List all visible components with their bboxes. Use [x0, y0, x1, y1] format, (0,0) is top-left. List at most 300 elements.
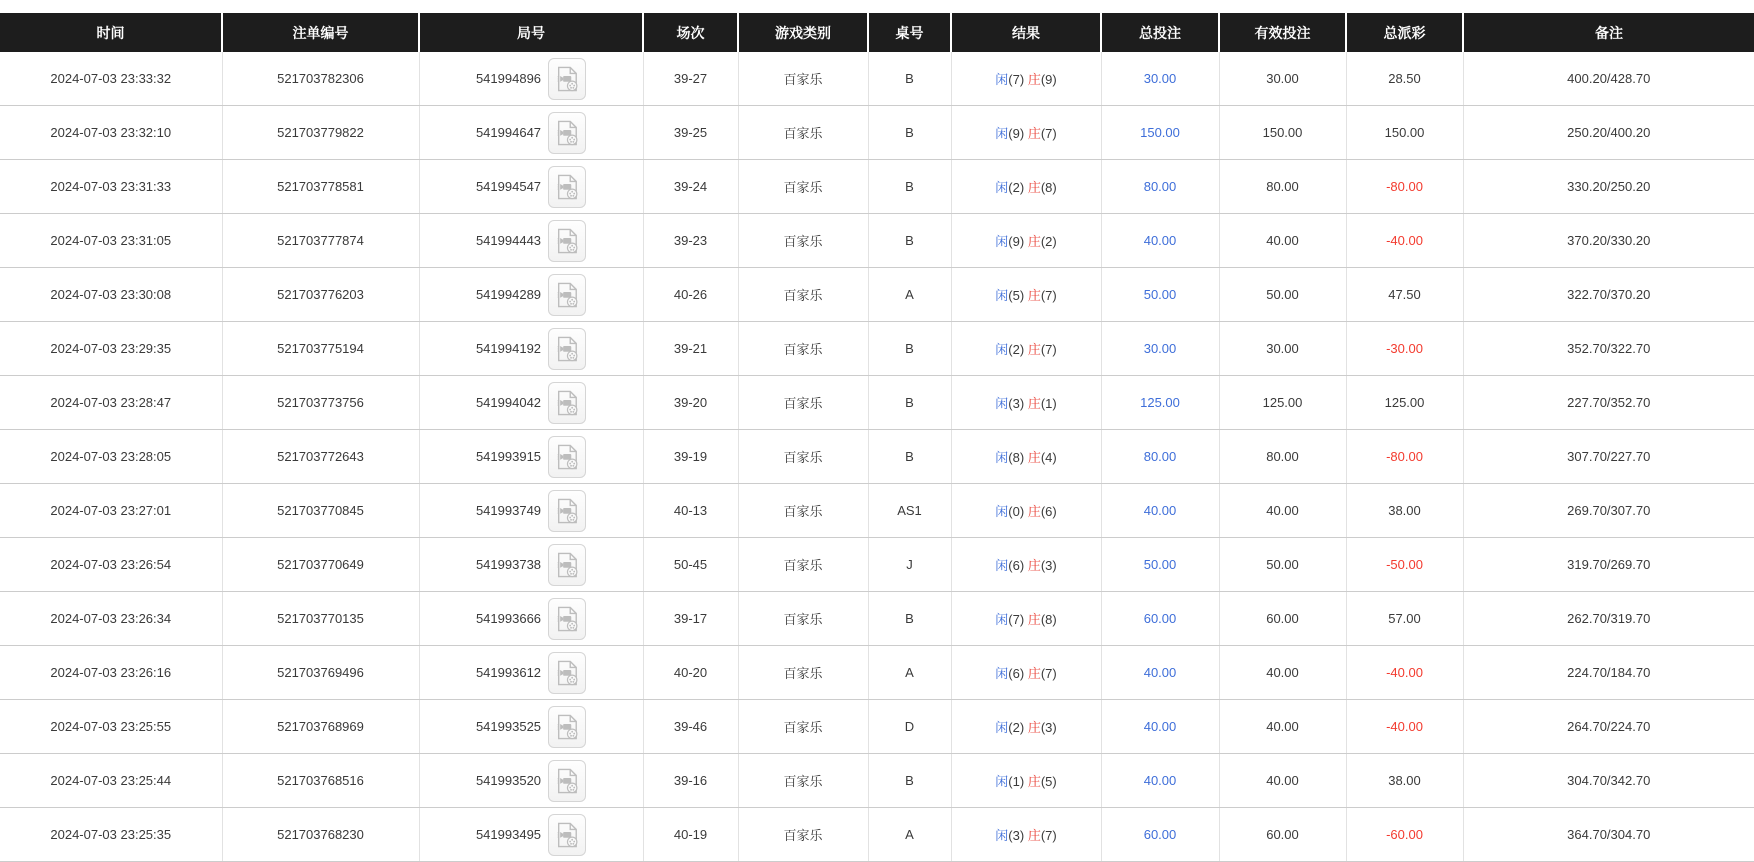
- total-bet-link[interactable]: 30.00: [1143, 71, 1177, 86]
- total-bet-link[interactable]: 40.00: [1143, 665, 1177, 680]
- table-no-value: B: [905, 611, 914, 626]
- cell-payout: [1346, 52, 1463, 106]
- cell-table-no: [868, 376, 951, 430]
- records-body: [0, 52, 1754, 862]
- cell-valid-bet: [1219, 268, 1346, 322]
- banker-result-points: (8): [1040, 612, 1057, 627]
- header-row: [0, 13, 1754, 52]
- cell-result: [951, 484, 1101, 538]
- banker-result-label: 庄: [1027, 234, 1041, 249]
- cell-payout: [1346, 106, 1463, 160]
- video-replay-icon: [555, 768, 579, 794]
- game-type-value: 百家乐: [783, 234, 823, 249]
- player-result-label: 闲: [995, 666, 1009, 681]
- cell-payout: [1346, 538, 1463, 592]
- game-type-value: 百家乐: [783, 126, 823, 141]
- remark-value: 224.70/184.70: [1567, 665, 1651, 680]
- cell-remark: [1463, 484, 1754, 538]
- table-no-value: A: [905, 827, 914, 842]
- game-no-value: 541993612: [475, 665, 542, 680]
- cell-payout: [1346, 322, 1463, 376]
- video-replay-button[interactable]: [548, 436, 586, 478]
- cell-table-no: [868, 700, 951, 754]
- cell-bet-id: [222, 538, 419, 592]
- cell-remark: [1463, 160, 1754, 214]
- cell-result: [951, 376, 1101, 430]
- banker-result-points: (7): [1040, 828, 1057, 843]
- cell-payout: [1346, 376, 1463, 430]
- bet-id-value: 521703778581: [277, 179, 364, 194]
- banker-result-points: (1): [1040, 396, 1057, 411]
- video-replay-icon: [555, 444, 579, 470]
- table-row: [0, 592, 1754, 646]
- cell-game-type: [738, 160, 868, 214]
- cell-bet-id: [222, 106, 419, 160]
- cell-game-type: [738, 592, 868, 646]
- table-no-value: A: [905, 287, 914, 302]
- cell-game-no: [419, 268, 643, 322]
- video-replay-icon: [555, 552, 579, 578]
- game-type-value: 百家乐: [783, 72, 823, 87]
- cell-bet-id: [222, 430, 419, 484]
- game-no-value: 541994192: [475, 341, 542, 356]
- valid-bet-value: 40.00: [1266, 665, 1299, 680]
- cell-session: [643, 268, 738, 322]
- remark-value: 370.20/330.20: [1567, 233, 1651, 248]
- video-replay-button[interactable]: [548, 544, 586, 586]
- table-no-value: B: [905, 179, 914, 194]
- game-type-value: 百家乐: [783, 774, 823, 789]
- video-replay-icon: [555, 498, 579, 524]
- cell-payout: [1346, 700, 1463, 754]
- time-value: 2024-07-03 23:26:34: [50, 611, 172, 626]
- payout-value: 125.00: [1384, 395, 1425, 410]
- cell-game-type: [738, 754, 868, 808]
- total-bet-link[interactable]: 30.00: [1143, 341, 1177, 356]
- game-no-value: 541993915: [475, 449, 542, 464]
- player-result-points: (2): [1008, 720, 1025, 735]
- banker-result-points: (4): [1040, 450, 1057, 465]
- cell-game-type: [738, 214, 868, 268]
- payout-value: -40.00: [1386, 665, 1423, 680]
- cell-remark: [1463, 592, 1754, 646]
- cell-game-type: [738, 322, 868, 376]
- payout-value: -80.00: [1386, 449, 1423, 464]
- remark-value: 262.70/319.70: [1567, 611, 1651, 626]
- cell-time: [0, 700, 222, 754]
- player-result-points: (9): [1008, 126, 1025, 141]
- table-row: [0, 430, 1754, 484]
- player-result-points: (7): [1008, 72, 1025, 87]
- cell-game-type: [738, 376, 868, 430]
- cell-payout: [1346, 430, 1463, 484]
- cell-result: [951, 160, 1101, 214]
- table-no-value: J: [906, 557, 913, 572]
- game-type-value: 百家乐: [783, 666, 823, 681]
- session-value: 39-24: [673, 179, 708, 194]
- payout-value: -40.00: [1386, 719, 1423, 734]
- video-replay-button[interactable]: [548, 220, 586, 262]
- cell-valid-bet: [1219, 376, 1346, 430]
- valid-bet-value: 50.00: [1266, 557, 1299, 572]
- session-value: 40-20: [673, 665, 708, 680]
- remark-value: 364.70/304.70: [1567, 827, 1651, 842]
- table-no-value: B: [905, 233, 914, 248]
- total-bet-link[interactable]: 40.00: [1143, 233, 1177, 248]
- banker-result-label: 庄: [1027, 558, 1041, 573]
- cell-game-type: [738, 538, 868, 592]
- cell-session: [643, 160, 738, 214]
- session-value: 39-27: [673, 71, 708, 86]
- valid-bet-value: 40.00: [1266, 503, 1299, 518]
- video-replay-button[interactable]: [548, 814, 586, 856]
- cell-valid-bet: [1219, 106, 1346, 160]
- banker-result-points: (6): [1040, 504, 1057, 519]
- column-header-time: 时间: [0, 13, 222, 52]
- payout-value: -40.00: [1386, 233, 1423, 248]
- cell-session: [643, 592, 738, 646]
- cell-game-no: [419, 700, 643, 754]
- game-no-value: 541993520: [475, 773, 542, 788]
- table-no-value: B: [905, 71, 914, 86]
- banker-result-points: (9): [1040, 72, 1057, 87]
- table-row: [0, 214, 1754, 268]
- cell-table-no: [868, 754, 951, 808]
- video-replay-icon: [555, 174, 579, 200]
- banker-result-label: 庄: [1027, 72, 1041, 87]
- cell-payout: [1346, 754, 1463, 808]
- session-value: 39-16: [673, 773, 708, 788]
- banker-result-points: (7): [1040, 342, 1057, 357]
- game-type-value: 百家乐: [783, 396, 823, 411]
- time-value: 2024-07-03 23:25:35: [50, 827, 172, 842]
- cell-game-no: [419, 484, 643, 538]
- cell-bet-id: [222, 484, 419, 538]
- cell-result: [951, 754, 1101, 808]
- cell-result: [951, 52, 1101, 106]
- cell-session: [643, 106, 738, 160]
- cell-bet-id: [222, 808, 419, 862]
- player-result-points: (0): [1008, 504, 1025, 519]
- video-replay-button[interactable]: [548, 58, 586, 100]
- game-type-value: 百家乐: [783, 504, 823, 519]
- banker-result-label: 庄: [1027, 396, 1041, 411]
- player-result-points: (1): [1008, 774, 1025, 789]
- cell-game-no: [419, 160, 643, 214]
- cell-total-bet: [1101, 322, 1219, 376]
- time-value: 2024-07-03 23:31:33: [50, 179, 172, 194]
- table-row: [0, 268, 1754, 322]
- valid-bet-value: 60.00: [1266, 827, 1299, 842]
- bet-id-value: 521703773756: [277, 395, 364, 410]
- valid-bet-value: 40.00: [1266, 233, 1299, 248]
- cell-time: [0, 106, 222, 160]
- cell-session: [643, 754, 738, 808]
- time-value: 2024-07-03 23:29:35: [50, 341, 172, 356]
- video-replay-icon: [555, 282, 579, 308]
- cell-game-type: [738, 52, 868, 106]
- cell-table-no: [868, 106, 951, 160]
- table-row: [0, 808, 1754, 862]
- column-header-remark: 备注: [1463, 13, 1754, 52]
- total-bet-link[interactable]: 125.00: [1140, 395, 1180, 410]
- cell-game-no: [419, 106, 643, 160]
- valid-bet-value: 50.00: [1266, 287, 1299, 302]
- banker-result-label: 庄: [1027, 720, 1041, 735]
- video-replay-icon: [555, 606, 579, 632]
- session-value: 39-21: [673, 341, 708, 356]
- cell-game-type: [738, 106, 868, 160]
- cell-valid-bet: [1219, 808, 1346, 862]
- cell-total-bet: [1101, 376, 1219, 430]
- column-header-valid-bet: 有效投注: [1219, 13, 1346, 52]
- video-replay-button[interactable]: [548, 490, 586, 532]
- cell-total-bet: [1101, 538, 1219, 592]
- total-bet-link[interactable]: 60.00: [1143, 611, 1177, 626]
- cell-time: [0, 160, 222, 214]
- cell-result: [951, 322, 1101, 376]
- video-replay-button[interactable]: [548, 652, 586, 694]
- cell-payout: [1346, 268, 1463, 322]
- table-no-value: B: [905, 395, 914, 410]
- cell-remark: [1463, 268, 1754, 322]
- player-result-label: 闲: [995, 612, 1009, 627]
- cell-bet-id: [222, 160, 419, 214]
- banker-result-label: 庄: [1027, 504, 1041, 519]
- table-row: [0, 322, 1754, 376]
- payout-value: 38.00: [1388, 503, 1421, 518]
- cell-session: [643, 646, 738, 700]
- cell-remark: [1463, 376, 1754, 430]
- bet-id-value: 521703768516: [277, 773, 364, 788]
- bet-id-value: 521703770649: [277, 557, 364, 572]
- banker-result-points: (5): [1040, 774, 1057, 789]
- total-bet-link[interactable]: 80.00: [1143, 449, 1177, 464]
- cell-bet-id: [222, 592, 419, 646]
- banker-result-points: (7): [1040, 288, 1057, 303]
- cell-total-bet: [1101, 52, 1219, 106]
- cell-payout: [1346, 808, 1463, 862]
- valid-bet-value: 125.00: [1262, 395, 1303, 410]
- table-row: [0, 484, 1754, 538]
- bet-records-panel: [0, 13, 1754, 862]
- cell-remark: [1463, 106, 1754, 160]
- session-value: 40-19: [673, 827, 708, 842]
- cell-game-no: [419, 538, 643, 592]
- game-no-value: 541994547: [475, 179, 542, 194]
- cell-bet-id: [222, 268, 419, 322]
- game-type-value: 百家乐: [783, 558, 823, 573]
- game-type-value: 百家乐: [783, 612, 823, 627]
- banker-result-label: 庄: [1027, 666, 1041, 681]
- game-type-value: 百家乐: [783, 450, 823, 465]
- cell-game-type: [738, 700, 868, 754]
- total-bet-link[interactable]: 40.00: [1143, 503, 1177, 518]
- cell-valid-bet: [1219, 700, 1346, 754]
- cell-valid-bet: [1219, 754, 1346, 808]
- cell-payout: [1346, 160, 1463, 214]
- time-value: 2024-07-03 23:31:05: [50, 233, 172, 248]
- video-replay-icon: [555, 120, 579, 146]
- remark-value: 269.70/307.70: [1567, 503, 1651, 518]
- cell-session: [643, 808, 738, 862]
- player-result-label: 闲: [995, 396, 1009, 411]
- video-replay-button[interactable]: [548, 274, 586, 316]
- cell-game-no: [419, 430, 643, 484]
- total-bet-link[interactable]: 40.00: [1143, 719, 1177, 734]
- cell-total-bet: [1101, 268, 1219, 322]
- player-result-points: (9): [1008, 234, 1025, 249]
- cell-remark: [1463, 322, 1754, 376]
- total-bet-link[interactable]: 60.00: [1143, 827, 1177, 842]
- total-bet-link[interactable]: 150.00: [1140, 125, 1180, 140]
- cell-table-no: [868, 592, 951, 646]
- game-type-value: 百家乐: [783, 720, 823, 735]
- session-value: 39-23: [673, 233, 708, 248]
- cell-game-no: [419, 52, 643, 106]
- table-row: [0, 52, 1754, 106]
- table-row: [0, 700, 1754, 754]
- valid-bet-value: 60.00: [1266, 611, 1299, 626]
- video-replay-button[interactable]: [548, 760, 586, 802]
- cell-total-bet: [1101, 646, 1219, 700]
- cell-session: [643, 484, 738, 538]
- video-replay-button[interactable]: [548, 166, 586, 208]
- cell-game-no: [419, 754, 643, 808]
- game-no-value: 541994289: [475, 287, 542, 302]
- bet-id-value: 521703770845: [277, 503, 364, 518]
- bet-id-value: 521703768969: [277, 719, 364, 734]
- cell-game-type: [738, 646, 868, 700]
- player-result-label: 闲: [995, 72, 1009, 87]
- player-result-label: 闲: [995, 774, 1009, 789]
- cell-time: [0, 214, 222, 268]
- cell-table-no: [868, 430, 951, 484]
- session-value: 39-19: [673, 449, 708, 464]
- cell-valid-bet: [1219, 592, 1346, 646]
- total-bet-link[interactable]: 80.00: [1143, 179, 1177, 194]
- banker-result-label: 庄: [1027, 450, 1041, 465]
- total-bet-link[interactable]: 50.00: [1143, 557, 1177, 572]
- video-replay-button[interactable]: [548, 328, 586, 370]
- video-replay-button[interactable]: [548, 382, 586, 424]
- bet-id-value: 521703776203: [277, 287, 364, 302]
- player-result-label: 闲: [995, 342, 1009, 357]
- cell-result: [951, 430, 1101, 484]
- table-row: [0, 754, 1754, 808]
- player-result-label: 闲: [995, 720, 1009, 735]
- cell-payout: [1346, 484, 1463, 538]
- video-replay-button[interactable]: [548, 706, 586, 748]
- bet-id-value: 521703768230: [277, 827, 364, 842]
- banker-result-points: (2): [1040, 234, 1057, 249]
- cell-total-bet: [1101, 592, 1219, 646]
- valid-bet-value: 80.00: [1266, 179, 1299, 194]
- video-replay-icon: [555, 660, 579, 686]
- cell-total-bet: [1101, 160, 1219, 214]
- cell-total-bet: [1101, 754, 1219, 808]
- cell-bet-id: [222, 214, 419, 268]
- player-result-points: (8): [1008, 450, 1025, 465]
- cell-total-bet: [1101, 808, 1219, 862]
- remark-value: 264.70/224.70: [1567, 719, 1651, 734]
- game-type-value: 百家乐: [783, 828, 823, 843]
- cell-valid-bet: [1219, 52, 1346, 106]
- valid-bet-value: 80.00: [1266, 449, 1299, 464]
- payout-value: 150.00: [1384, 125, 1425, 140]
- cell-result: [951, 592, 1101, 646]
- cell-bet-id: [222, 754, 419, 808]
- cell-game-type: [738, 268, 868, 322]
- player-result-label: 闲: [995, 828, 1009, 843]
- player-result-points: (2): [1008, 180, 1025, 195]
- banker-result-points: (3): [1040, 558, 1057, 573]
- cell-game-no: [419, 214, 643, 268]
- cell-table-no: [868, 268, 951, 322]
- game-no-value: 541993525: [475, 719, 542, 734]
- player-result-label: 闲: [995, 558, 1009, 573]
- session-value: 39-46: [673, 719, 708, 734]
- payout-value: -80.00: [1386, 179, 1423, 194]
- cell-game-no: [419, 808, 643, 862]
- bet-id-value: 521703769496: [277, 665, 364, 680]
- banker-result-label: 庄: [1027, 342, 1041, 357]
- table-no-value: D: [904, 719, 915, 734]
- cell-table-no: [868, 808, 951, 862]
- cell-time: [0, 754, 222, 808]
- video-replay-button[interactable]: [548, 112, 586, 154]
- game-no-value: 541994042: [475, 395, 542, 410]
- valid-bet-value: 30.00: [1266, 341, 1299, 356]
- banker-result-label: 庄: [1027, 288, 1041, 303]
- cell-remark: [1463, 754, 1754, 808]
- remark-value: 304.70/342.70: [1567, 773, 1651, 788]
- player-result-points: (7): [1008, 612, 1025, 627]
- bet-id-value: 521703775194: [277, 341, 364, 356]
- total-bet-link[interactable]: 50.00: [1143, 287, 1177, 302]
- payout-value: 47.50: [1388, 287, 1421, 302]
- table-no-value: B: [905, 341, 914, 356]
- game-no-value: 541994896: [475, 71, 542, 86]
- video-replay-button[interactable]: [548, 598, 586, 640]
- payout-value: 57.00: [1388, 611, 1421, 626]
- player-result-points: (3): [1008, 396, 1025, 411]
- banker-result-label: 庄: [1027, 828, 1041, 843]
- cell-result: [951, 808, 1101, 862]
- table-header: [0, 13, 1754, 52]
- column-header-game-type: 游戏类别: [738, 13, 868, 52]
- cell-time: [0, 484, 222, 538]
- bet-id-value: 521703772643: [277, 449, 364, 464]
- cell-bet-id: [222, 700, 419, 754]
- game-no-value: 541993749: [475, 503, 542, 518]
- game-type-value: 百家乐: [783, 288, 823, 303]
- remark-value: 400.20/428.70: [1567, 71, 1651, 86]
- game-type-value: 百家乐: [783, 180, 823, 195]
- column-header-result: 结果: [951, 13, 1101, 52]
- table-row: [0, 160, 1754, 214]
- game-no-value: 541993666: [475, 611, 542, 626]
- cell-session: [643, 214, 738, 268]
- table-row: [0, 646, 1754, 700]
- total-bet-link[interactable]: 40.00: [1143, 773, 1177, 788]
- cell-total-bet: [1101, 430, 1219, 484]
- cell-result: [951, 214, 1101, 268]
- cell-valid-bet: [1219, 322, 1346, 376]
- cell-session: [643, 700, 738, 754]
- valid-bet-value: 40.00: [1266, 773, 1299, 788]
- cell-total-bet: [1101, 700, 1219, 754]
